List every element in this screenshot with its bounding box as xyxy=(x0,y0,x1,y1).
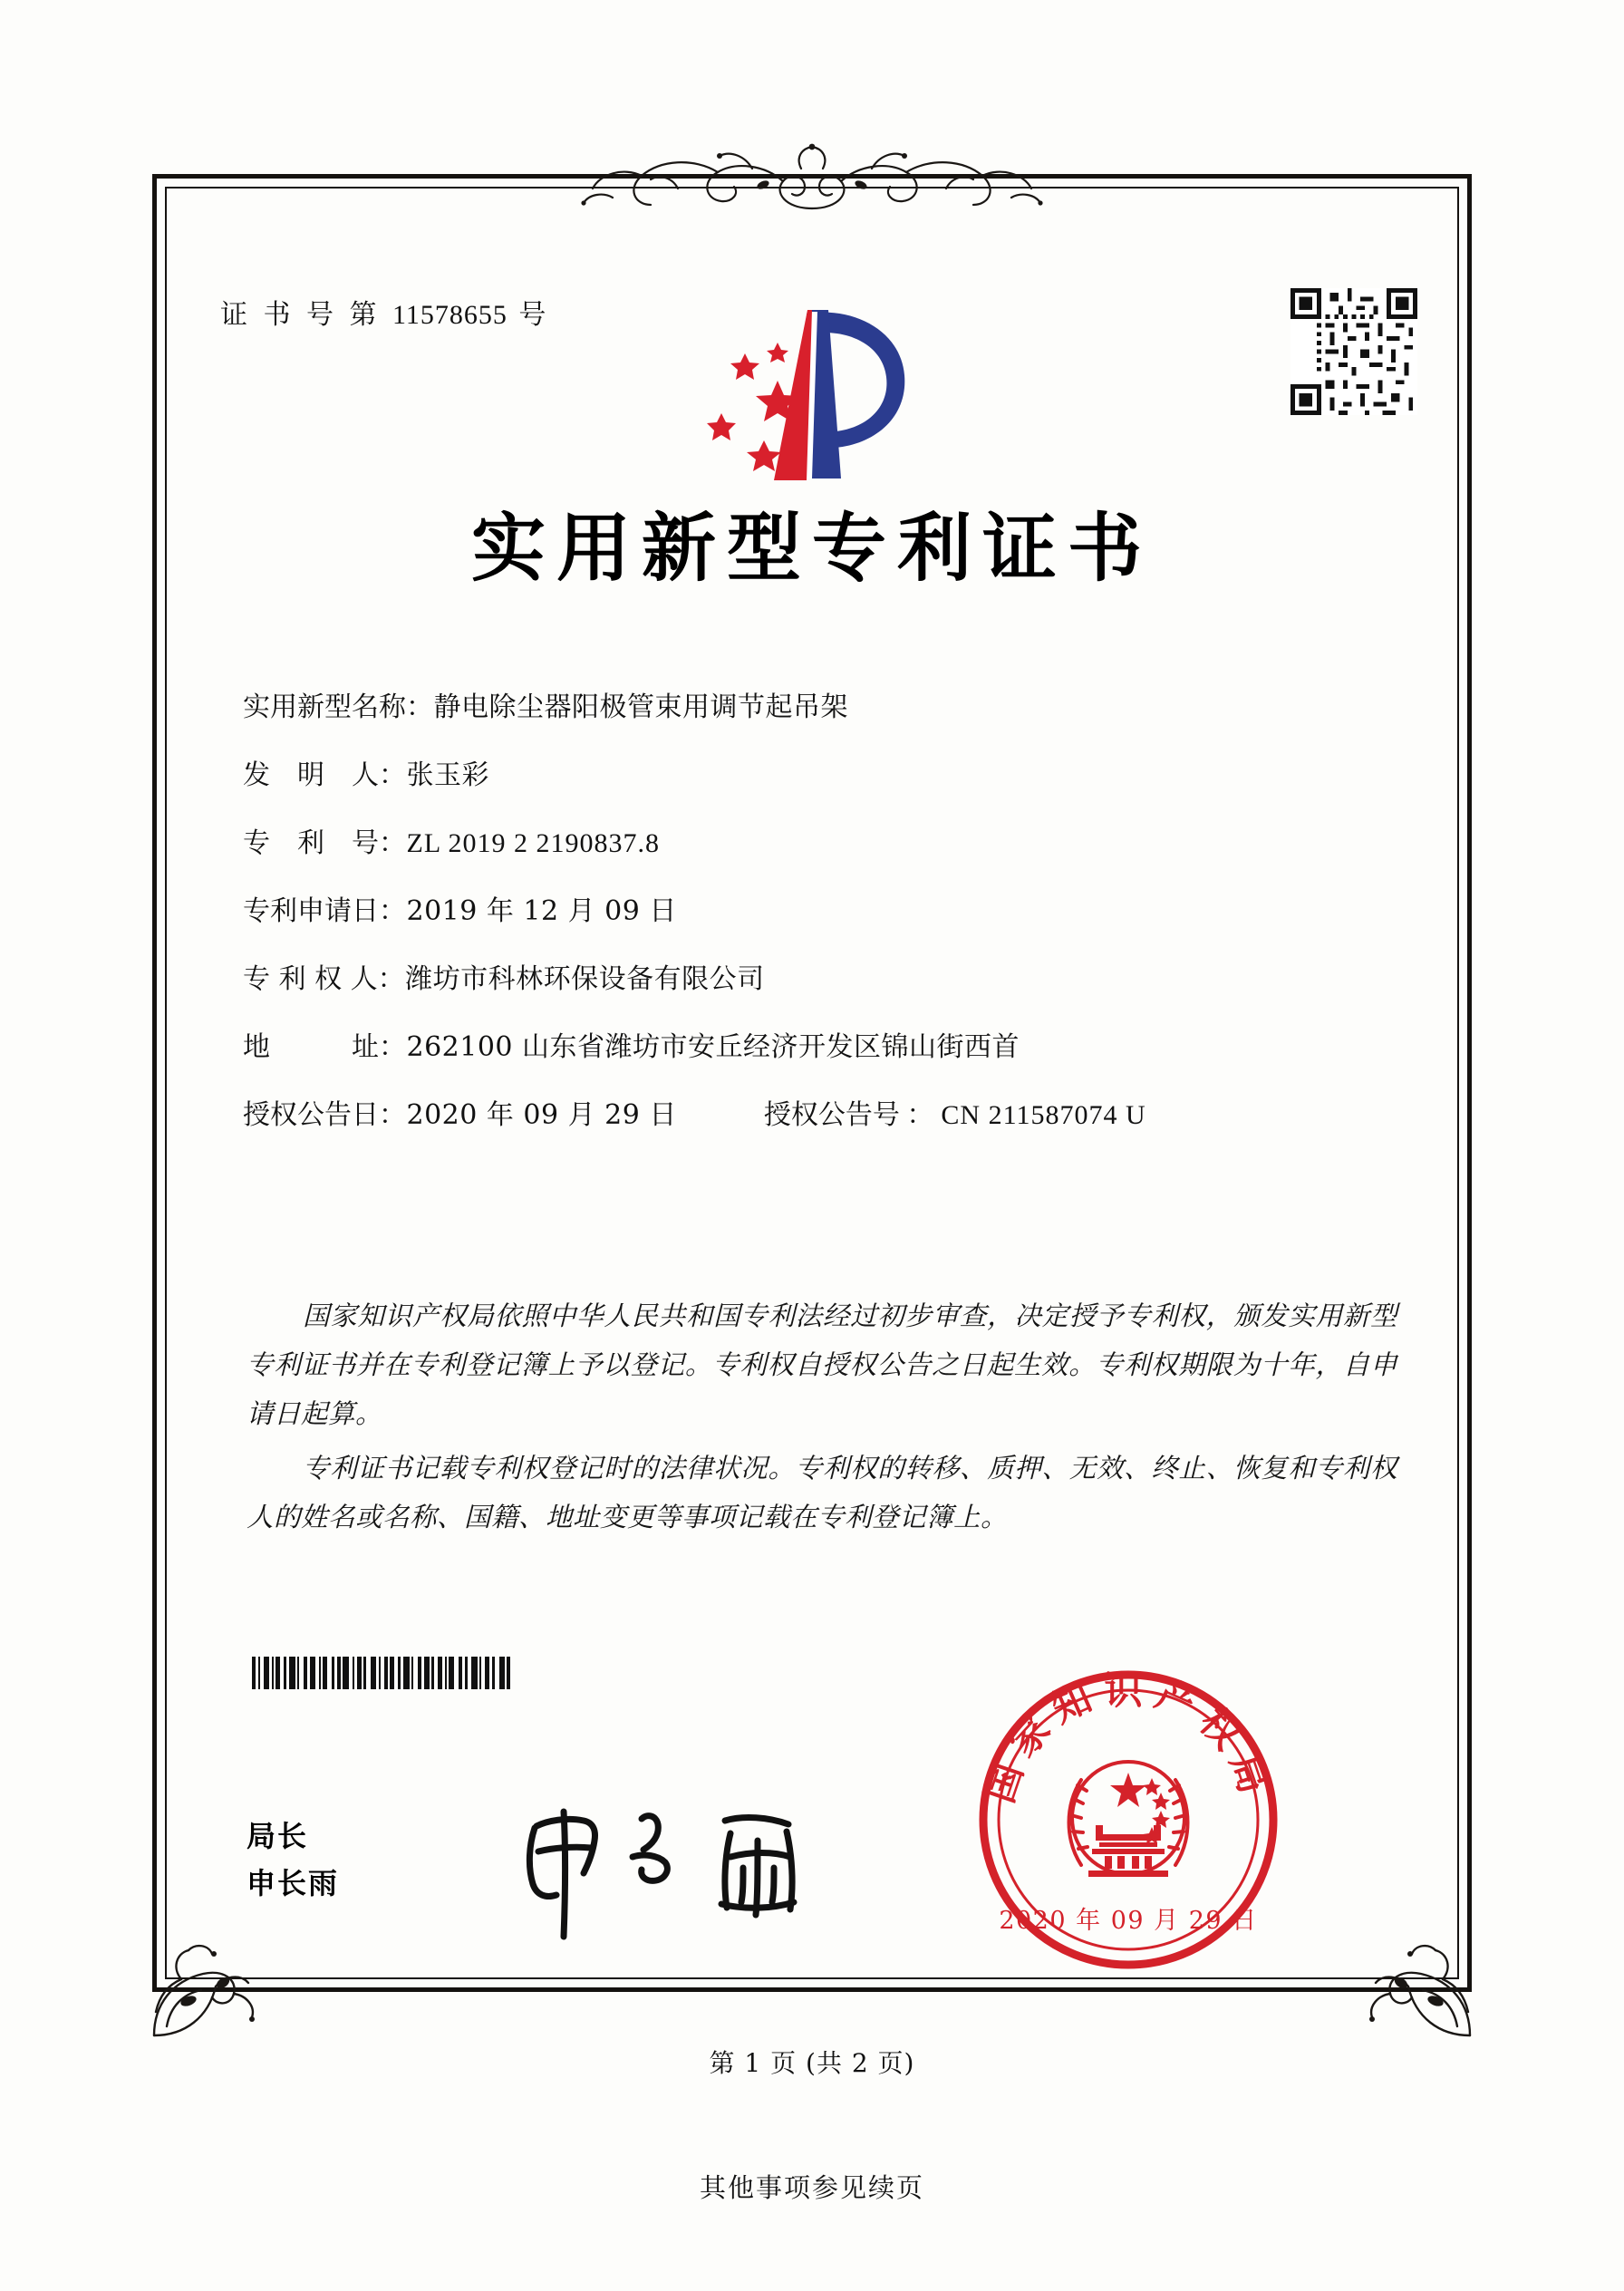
label-patentee: 专 利 权 人 xyxy=(243,963,378,995)
certificate-number-prefix: 证 书 号 第 xyxy=(220,300,382,330)
label-patent-number: 专 利 号 xyxy=(243,827,379,859)
field-row-utility-model-name: 实用新型名称 ： 静电除尘器阳极管束用调节起吊架 xyxy=(243,684,1397,724)
signature-name-label: 申长雨 xyxy=(246,1866,340,1900)
field-row-inventor: 发 明 人 ： 张玉彩 xyxy=(243,752,1397,792)
signature-title-label: 局长 xyxy=(246,1819,309,1853)
value-publication-number: CN 211587074 U xyxy=(941,1100,1146,1130)
field-row-address: 地 址 ： 262100 山东省潍坊市安丘经济开发区锦山街西首 xyxy=(243,1024,1397,1064)
value-utility-model-name: 静电除尘器阳极管束用调节起吊架 xyxy=(433,691,848,723)
page-indicator: 第 1 页 (共 2 页) xyxy=(709,2048,915,2078)
body-paragraph-2: 专利证书记载专利权登记时的法律状况。专利权的转移、质押、无效、终止、恢复和专利权人的姓名或名称、国籍、地址变更等事项记载在专利登记簿上。 xyxy=(246,1453,1397,1532)
handwritten-signature-icon xyxy=(497,1790,859,1953)
field-row-patentee: 专 利 权 人 ： 潍坊市科林环保设备有限公司 xyxy=(243,956,1397,996)
value-application-date: 2019 年 12 月 09 日 xyxy=(406,895,677,927)
label-inventor: 发 明 人 xyxy=(243,759,379,791)
certificate-number-value: 11578655 xyxy=(392,300,508,330)
body-text-block xyxy=(246,1291,1397,1547)
field-row-grant: 授权公告日 ： 2020 年 09 月 29 日 授权公告号 ： CN 211587074 U xyxy=(243,1092,1397,1132)
signature-block xyxy=(246,1812,339,1907)
label-publication-number: 授权公告号 xyxy=(763,1099,900,1131)
label-grant-date: 授权公告日 xyxy=(243,1099,379,1131)
value-patent-number: ZL 2019 2 2190837.8 xyxy=(406,828,661,858)
certificate-number-suffix: 号 xyxy=(518,300,551,330)
page-title: 实用新型专利证书 xyxy=(470,505,1153,592)
barcode xyxy=(252,1657,669,1689)
official-seal xyxy=(974,1666,1282,1974)
label-utility-model-name: 实用新型名称 xyxy=(243,691,406,723)
seal-agency-text: 国家知识产权局 xyxy=(977,1668,1280,1809)
continuation-note: 其他事项参见续页 xyxy=(699,2172,924,2203)
value-inventor: 张玉彩 xyxy=(406,759,489,791)
national-emblem-icon xyxy=(1069,1762,1188,1877)
fields-block xyxy=(243,684,1397,1160)
field-row-patent-number: 专 利 号 ： ZL 2019 2 2190837.8 xyxy=(243,820,1397,860)
value-address: 262100 山东省潍坊市安丘经济开发区锦山街西首 xyxy=(406,1031,1020,1063)
certificate-number-line xyxy=(220,292,550,332)
qr-code-icon xyxy=(1290,288,1417,415)
field-row-application-date: 专利申请日 ： 2019 年 12 月 09 日 xyxy=(243,888,1397,928)
label-application-date: 专利申请日 xyxy=(243,895,379,927)
body-paragraph-1: 国家知识产权局依照中华人民共和国专利法经过初步审查，决定授予专利权，颁发实用新型专利证书并在专利登记簿上予以登记。专利权自授权公告之日起生效。专利权期限为十年，自申请日起算。 xyxy=(246,1300,1397,1429)
seal-date-text: 2020 年 09 月 29 日 xyxy=(999,1907,1258,1935)
label-address: 地 址 xyxy=(243,1031,379,1063)
value-grant-date: 2020 年 09 月 29 日 xyxy=(406,1099,677,1131)
cnipa-logo-icon xyxy=(691,297,917,483)
value-patentee: 潍坊市科林环保设备有限公司 xyxy=(405,963,765,995)
